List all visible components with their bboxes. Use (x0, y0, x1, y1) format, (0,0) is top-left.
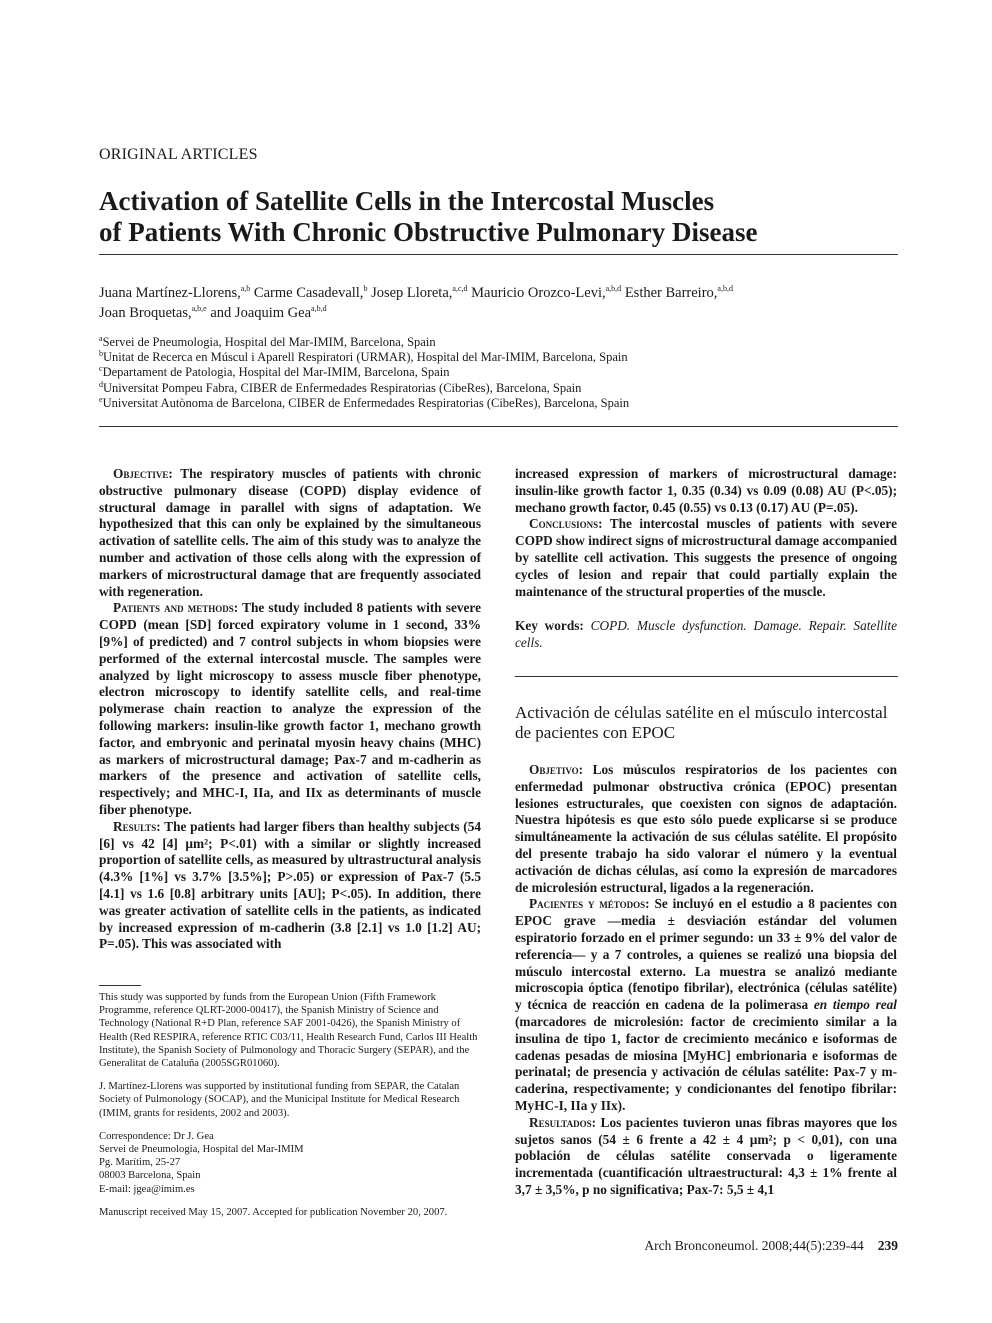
footnotes (99, 991, 481, 1229)
affiliation: $^b$Unitat de Recerca en Múscul i Aparell Respiratori (URMAR), Hospital del Mar-IMIM, Barcelona, Spain (99, 349, 628, 365)
spanish-title: Activación de células satélite en el músculo intercostal de pacientes con EPOC (515, 703, 888, 742)
affiliation-rule (99, 426, 898, 427)
abstract-en-left (99, 466, 481, 953)
abstract-methods: Patients and methods: The study included 8 patients with severe COPD (mean [SD] forced expiratory volume in 1 second, 33% [9%] of predicted) and 7 control subjects in whom biopsies were performed of the external intercostal muscle. The samples were analyzed by light microscopy to assess muscle fiber phenotype, electron microscopy to identify satellite cells, and real-time polymerase chain reaction to analyze the expression of the following markers: insulin-like growth factor 1, mechano growth factor, and embryonic and perinatal myosin heavy chains (MHC) as markers of microstructural damage; Pax-7 and m-cadherin as markers of the presence and activation of satellite cells, respectively; and MHC-I, IIa, and IIx as determinants of muscle fiber phenotype. (99, 600, 481, 817)
author: Carme Casadevall,$^b$ (253, 284, 368, 301)
page-footer (644, 1238, 898, 1254)
journal-citation: Arch Bronconeumol. 2008;44(5):239-44 (644, 1238, 864, 1253)
author: Joan Broquetas,$^{a,b,e}$ (99, 304, 207, 321)
section-label: ORIGINAL ARTICLES (99, 146, 258, 163)
abstract-conclusions: Conclusions: The intercostal muscles of patients with severe COPD show indirect signs of microstructural damage accompanied by satellite cell activation. This suggests the presence of ongoing cycles of lesion and repair that could partially explain the maintenance of the structural properties of the muscle. (515, 516, 897, 599)
manuscript-dates: Manuscript received May 15, 2007. Accepted for publication November 20, 2007. (99, 1206, 448, 1218)
author-list (99, 283, 899, 323)
abstract-results: Results: The patients had larger fibers than healthy subjects (54 [6] vs 42 [4] µm²; P<.01) with a similar or slightly increased proportion of satellite cells, as measured by ultrastructural analysis (4.3% [1%] vs 3.7% [3.5%]; P>.05) or expression of Pax-7 (5.5 [4.1] vs 1.6 [0.8] arbitrary units [AU]; P<.05). In addition, there was greater activation of satellite cells in the patients, as indicated by increased expression of m-cadherin (3.8 [2.1] vs 1.0 [1.2] AU; P=.05). This was associated with (99, 818, 481, 952)
keywords: Key words: COPD. Muscle dysfunction. Damage. Repair. Satellite cells. (515, 618, 898, 651)
author: Mauricio Orozco-Levi,$^{a,b,d}$ (471, 284, 622, 301)
page-number: 239 (877, 1238, 898, 1253)
keywords-rule (515, 676, 898, 677)
footnote-rule (99, 985, 141, 986)
resumen-metodos: Pacientes y métodos: Se incluyó en el estudio a 8 pacientes con EPOC grave —media ± desviación estándar del volumen espiratorio forzado en el primer segundo: un 33 ± 9% del valor de referencia— y a 7 controles, a quienes se realizó una biopsia del músculo intercostal externo. La muestra se analizó mediante microscopia óptica (fenotipo fibrilar), electrónica (células satélite) y técnica de reacción en cadena de la polimerasa en tiempo real (marcadores de microlesión: factor de crecimiento similar a la insulina de tipo 1, factor de crecimiento mecánico e isoformas de cadenas pesadas de miosina [MyHC] embrionaria e isoformas de perinatal; de presencia y activación de células satélite: Pax-7 y m-caderina, respectivamente; y condicionantes del fenotipo fibrilar: MyHC-I, IIa y IIx). (515, 896, 898, 1113)
affiliation-list (99, 335, 899, 411)
correspondence: Correspondence: Dr J. Gea Servei de Pneumologia, Hospital del Mar-IMIM Pg. Marítim, 25-27 08003 Barcelona, Spain E-mail: jgea@imim.es (99, 1130, 304, 1195)
abstract-objective: Objective: The respiratory muscles of patients with chronic obstructive pulmonary disease (COPD) display evidence of structural damage in parallel with signs of adaptation. We hypothesized that this can only be explained by the simultaneous activation of satellite cells. The aim of this study was to analyze the number and activation of those cells along with the expression of markers of microstructural damage that are frequently associated with regeneration. (99, 466, 482, 599)
support-note: J. Martínez-Llorens was supported by institutional funding from SEPAR, the Catalan Society of Pulmonology (SOCAP), and the Municipal Institute for Medical Research (IMIM, grants for residents, 2002 and 2003). (99, 1081, 460, 1119)
title-line-2: of Patients With Chronic Obstructive Pulmonary Disease (99, 217, 758, 247)
funding-note: This study was supported by funds from the European Union (Fifth Framework Programme, reference QLRT-2000-00417), the Spanish Ministry of Science and Technology (National R+D Plan, reference SAF 2001-0426), the Spanish Ministry of Health (Red RESPIRA, reference RTIC C03/11, Health Research Fund, Carlos III Health Institute), the Spanish Society of Pulmonology and Thoracic Surgery (SEPAR), and the Generalitat de Cataluña (2005SGR01060). (99, 992, 478, 1070)
affiliation: $^e$Universitat Autònoma de Barcelona, CIBER de Enfermedades Respiratorias (CibeRes), Barcelona, Spain (99, 394, 630, 410)
abstract-es (515, 762, 897, 1199)
title-line-1: Activation of Satellite Cells in the Intercostal Muscles (99, 186, 715, 216)
affiliation: $^c$Departament de Patologia, Hospital del Mar-IMIM, Barcelona, Spain (99, 364, 450, 380)
author: Esther Barreiro,$^{a,b,d}$ (624, 284, 733, 301)
affiliation: $^d$Universitat Pompeu Fabra, CIBER de Enfermedades Respiratorias (CibeRes), Barcelona, Spain (99, 379, 582, 395)
article-title (99, 186, 899, 248)
abstract-results-continued: increased expression of markers of microstructural damage: insulin-like growth factor 1, 0.35 (0.34) vs 0.09 (0.08) AU (P<.05); mechano growth factor, 0.45 (0.55) vs 0.13 (0.17) AU (P=.05). (515, 466, 897, 515)
author: Josep Lloreta,$^{a,c,d}$ (371, 284, 468, 301)
abstract-en-right (515, 466, 897, 652)
title-rule (99, 254, 898, 255)
affiliation: $^a$Servei de Pneumologia, Hospital del Mar-IMIM, Barcelona, Spain (99, 333, 436, 349)
resumen-objetivo: Objetivo: Los músculos respiratorios de los pacientes con enfermedad pulmonar obstructiva crónica (EPOC) presentan lesiones estructurales, que coexisten con signos de adaptación. Nuestra hipótesis es que esto sólo puede explicarse si se produce simultáneamente la activación de sus células satélite. El propósito del presente trabajo ha sido valorar el número y la eventual activación de dichas células, así como la expresión de marcadores de microlesión estructural, ligados a la regeneración. (515, 762, 898, 895)
author: and Joaquim Gea$^{a,b,d}$ (210, 304, 327, 321)
author: Juana Martínez-Llorens,$^{a,b}$ (99, 284, 251, 301)
resumen-resultados: Resultados: Los pacientes tuvieron unas fibras mayores que los sujetos sanos (54 ± 6 frente a 42 ± 4 µm²; p < 0,01), con una población de células satélite conservada o ligeramente incrementada (cuantificación ultraestructural: 4,3 ± 1% frente al 3,7 ± 3,5%, p no significativa; Pax-7: 5,5 ± 4,1 (515, 1114, 898, 1197)
